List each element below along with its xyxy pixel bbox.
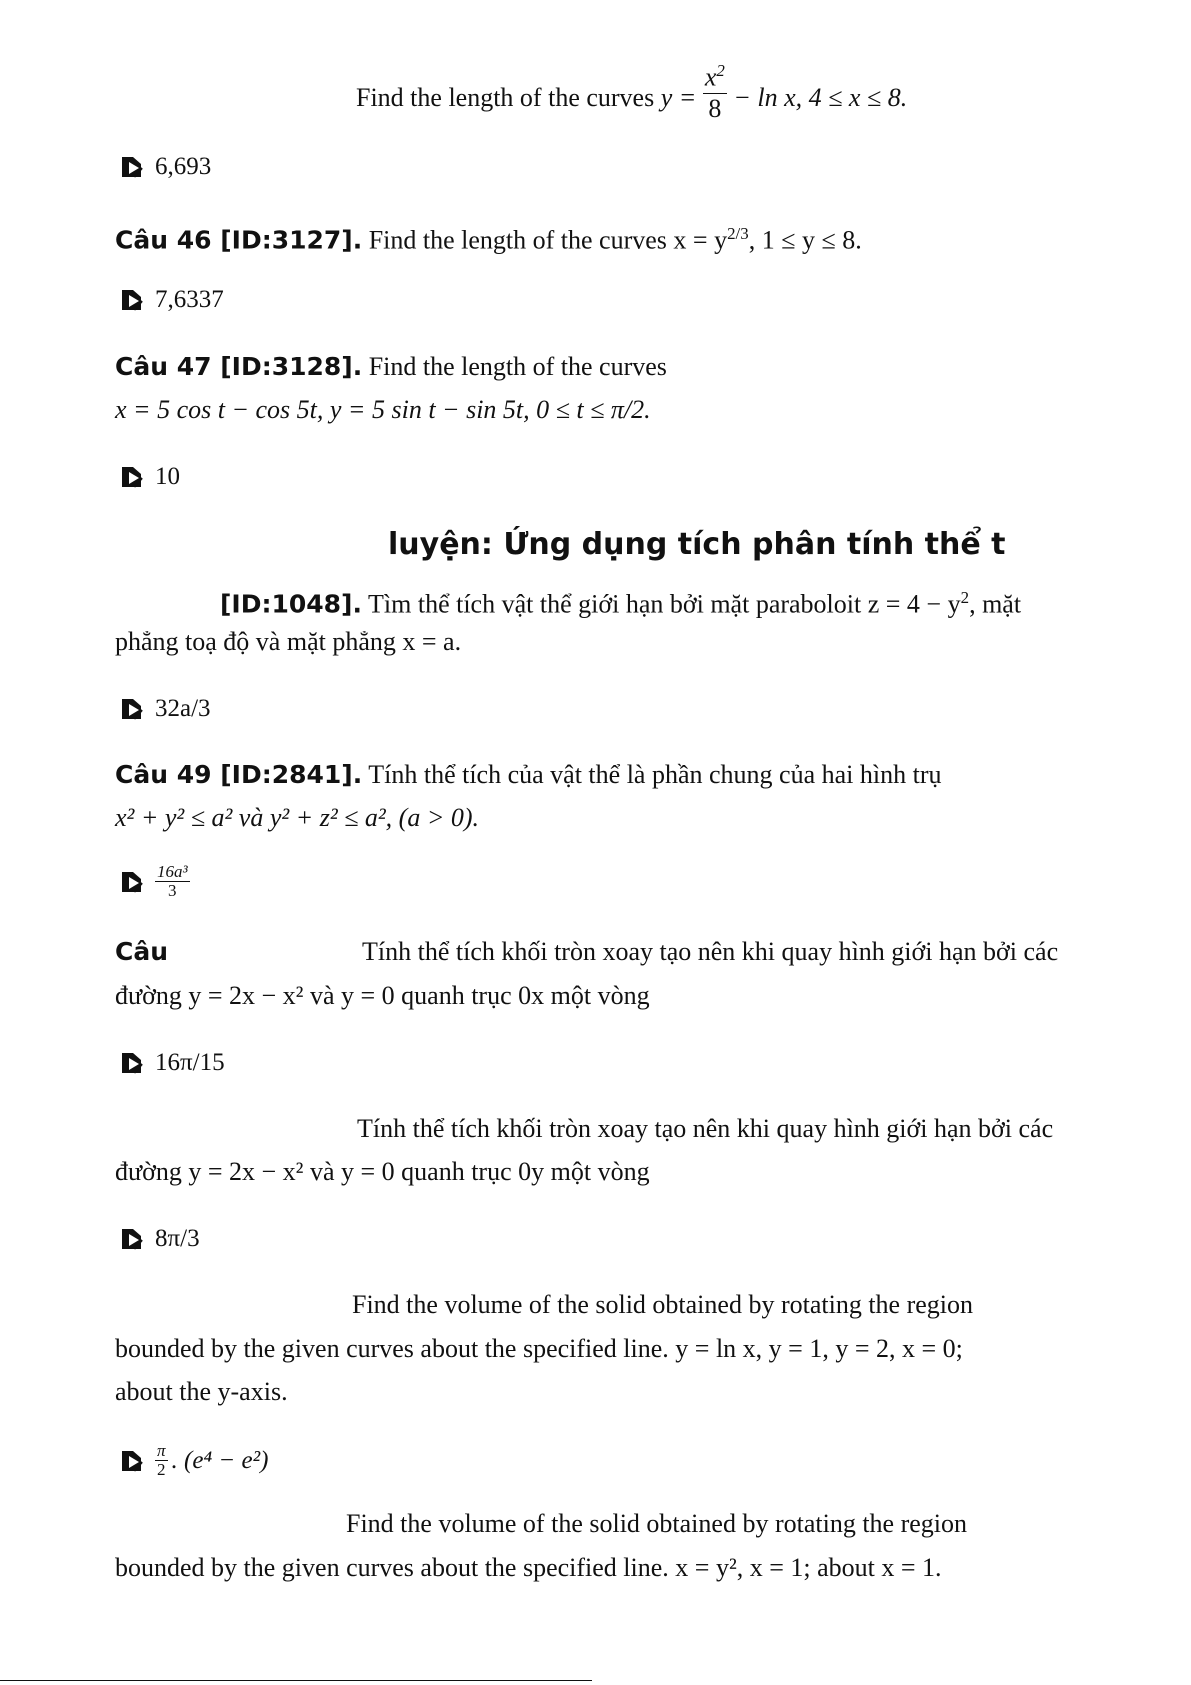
q45-rest: − ln x, 4 ≤ x ≤ 8. (733, 82, 908, 112)
q49-text: Tính thể tích của vật thể là phần chung của hai hình trụ (368, 760, 942, 789)
answer-49-fraction (155, 863, 190, 900)
answer-51-text: 8π/3 (155, 1225, 200, 1252)
answer-49-den: 3 (168, 881, 177, 900)
answer-46 (119, 286, 224, 314)
q47-statement (115, 351, 667, 383)
q48-exp: 2 (960, 588, 970, 607)
answer-check-icon (119, 1226, 145, 1252)
answer-check-icon (119, 1448, 145, 1474)
q46-rest: , 1 ≤ y ≤ 8. (748, 225, 862, 255)
answer-52-den: 2 (157, 1460, 166, 1479)
q49-label: Câu 49 [ID:2841]. (115, 760, 363, 789)
q45-frac-den: 8 (708, 93, 722, 123)
answer-check-icon (119, 696, 145, 722)
answer-48 (119, 695, 211, 723)
q53-text: Find the volume of the solid obtained by rotating the region (346, 1509, 968, 1538)
answer-check-icon (119, 464, 145, 490)
answer-52-num: π (157, 1441, 166, 1460)
q45-text: Find the length of the curves (356, 82, 655, 112)
q47-text: Find the length of the curves (368, 352, 667, 381)
answer-check-icon (119, 1050, 145, 1076)
answer-51 (119, 1225, 200, 1253)
q48-line2: phẳng toạ độ và mặt phẳng x = a. (115, 627, 462, 656)
answer-49 (119, 863, 190, 900)
section-title: luyện: Ứng dụng tích phân tính thể t (388, 527, 1006, 562)
q51-line2: đường y = 2x − x² và y = 0 quanh trục 0y một vòng (115, 1157, 650, 1186)
answer-47 (119, 463, 180, 491)
q48-text: Tìm thể tích vật thể giới hạn bởi mặt paraboloit z = 4 − y (368, 589, 961, 619)
q45-eq-y: y = (660, 82, 697, 112)
q45-statement (356, 61, 908, 124)
answer-50 (119, 1049, 225, 1077)
q49-line2: x² + y² ≤ a² và y² + z² ≤ a², (a > 0). (115, 803, 480, 832)
answer-49-num: 16a³ (157, 862, 188, 881)
q46-label: Câu 46 [ID:3127]. (115, 225, 363, 255)
q50-text: Tính thể tích khối tròn xoay tạo nên khi quay hình giới hạn bởi các (362, 937, 1059, 966)
q52-line2: bounded by the given curves about the specified line. y = ln x, y = 1, y = 2, x = 0; (115, 1334, 963, 1363)
q45-frac-exp: 2 (716, 61, 725, 80)
q50-line2: đường y = 2x − x² và y = 0 quanh trục 0x một vòng (115, 981, 650, 1010)
answer-45-text: 6,693 (155, 153, 212, 180)
answer-52 (119, 1442, 268, 1479)
answer-52-rest: . (e⁴ − e²) (171, 1446, 269, 1474)
q50-label: Câu (115, 937, 169, 966)
q47-line2: x = 5 cos t − cos 5t, y = 5 sin t − sin 5t, 0 ≤ t ≤ π/2. (115, 395, 651, 424)
q46-exp: 2/3 (727, 224, 749, 243)
answer-48-text: 32a/3 (155, 695, 211, 722)
q48-label: [ID:1048]. (220, 589, 362, 619)
answer-52-fraction (155, 1442, 168, 1479)
q45-frac-num: x (704, 62, 717, 92)
q51-text: Tính thể tích khối tròn xoay tạo nên khi quay hình giới hạn bởi các (357, 1114, 1054, 1143)
q47-label: Câu 47 [ID:3128]. (115, 352, 363, 381)
q53-line2: bounded by the given curves about the specified line. x = y², x = 1; about x = 1. (115, 1553, 942, 1582)
answer-check-icon (119, 287, 145, 313)
answer-50-text: 16π/15 (155, 1049, 225, 1076)
q48-rest: , mặt (969, 589, 1022, 619)
q45-fraction (703, 56, 727, 124)
q46-statement (115, 218, 862, 257)
q46-text: Find the length of the curves x = y (368, 225, 728, 255)
answer-45 (119, 153, 211, 181)
answer-46-text: 7,6337 (155, 286, 224, 313)
q49-statement (115, 759, 942, 791)
q48-statement (220, 582, 1021, 621)
answer-check-icon (119, 154, 145, 180)
answer-check-icon (119, 869, 145, 895)
footer-divider (0, 1680, 592, 1681)
answer-47-text: 10 (155, 463, 180, 490)
q52-text: Find the volume of the solid obtained by rotating the region (352, 1290, 974, 1319)
q52-line3: about the y-axis. (115, 1377, 288, 1406)
